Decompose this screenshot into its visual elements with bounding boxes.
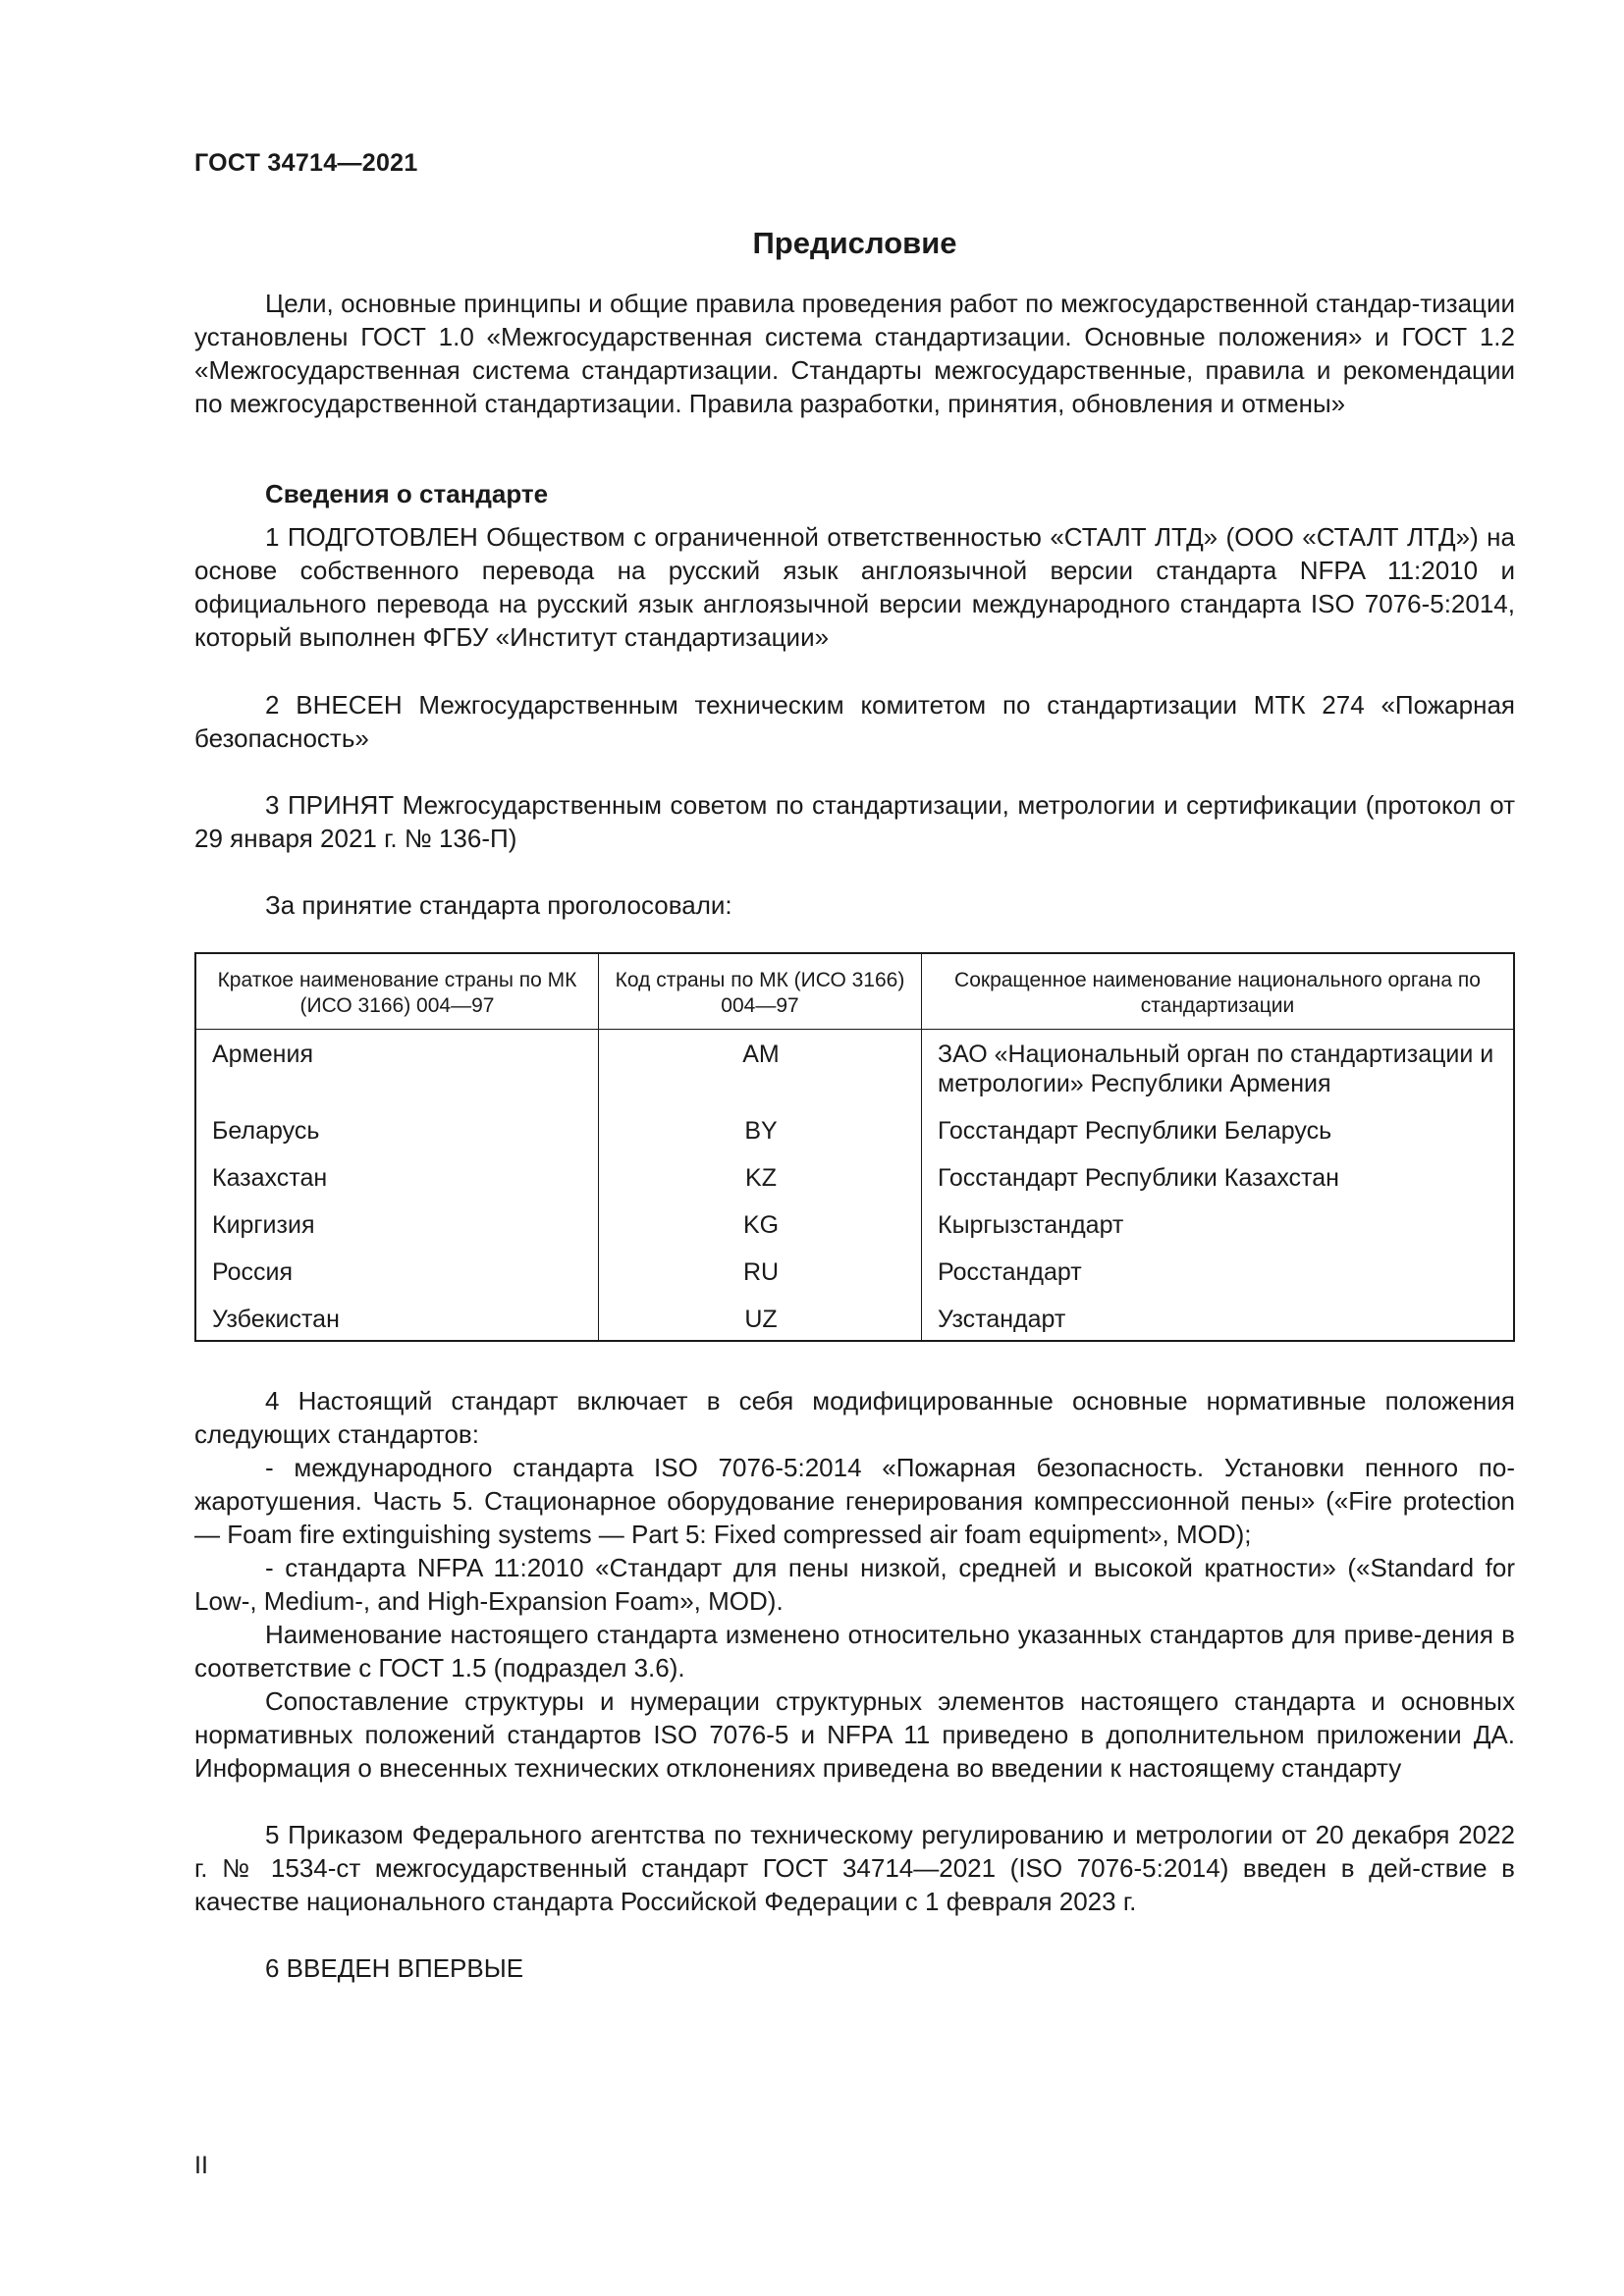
code-cell: AM: [599, 1030, 922, 1111]
votes-table: [194, 952, 1515, 1342]
code-cell: BY: [599, 1110, 922, 1157]
country-cell: Казахстан: [195, 1157, 599, 1204]
code-cell: RU: [599, 1252, 922, 1299]
item-4-bullet-1: - международного стандарта ISO 7076-5:2014 «Пожарная безопасность. Установки пенного по-жаротушения. Часть 5. Стационарное оборудование генерирования компрессионной пены» («Fire protection — Foam fire extinguishing systems — Part 5: Fixed compressed air foam equipment», MOD);: [194, 1453, 1515, 1549]
code-cell: KG: [599, 1204, 922, 1252]
item-2: 2 ВНЕСЕН Межгосударственным техническим комитетом по стандартизации МТК 274 «Пожарная безопасность»: [194, 690, 1515, 753]
header-body: Сокращенное наименование национального органа по стандартизации: [922, 953, 1515, 1030]
country-cell: Россия: [195, 1252, 599, 1299]
item-4-block: [194, 1384, 1515, 1785]
item-4-bullet-2: - стандарта NFPA 11:2010 «Стандарт для пены низкой, средней и высокой кратности» («Standard for Low-, Medium-, and High-Expansion Foam», MOD).: [194, 1553, 1515, 1616]
intro-section: [194, 287, 1515, 420]
table-header-row: [195, 953, 1514, 1030]
item-1-block: [194, 520, 1515, 654]
info-heading-block: [194, 477, 1515, 510]
item-2-block: [194, 688, 1515, 755]
country-cell: Беларусь: [195, 1110, 599, 1157]
country-cell: Узбекистан: [195, 1299, 599, 1341]
header-code: Код страны по МК (ИСО 3166) 004—97: [599, 953, 922, 1030]
item-4-note-1: Наименование настоящего стандарта изменено относительно указанных стандартов для приве-дения в соответствие с ГОСТ 1.5 (подраздел 3.6).: [194, 1620, 1515, 1682]
table-row: [195, 1299, 1514, 1341]
body-cell: Госстандарт Республики Казахстан: [922, 1157, 1515, 1204]
body-cell: ЗАО «Национальный орган по стандартизации и метрологии» Республики Армения: [922, 1030, 1515, 1111]
body-cell: Узстандарт: [922, 1299, 1515, 1341]
code-cell: KZ: [599, 1157, 922, 1204]
intro-paragraph: Цели, основные принципы и общие правила проведения работ по межгосударственной стандар-тизации установлены ГОСТ 1.0 «Межгосударственная система стандартизации. Основные положения» и ГОСТ 1.2 «Межгосударственная система стандартизации. Стандарты межгосударственные, правила и рекомендации по межгосударственной стандартизации. Правила разработки, принятия, обновления и отмены»: [194, 289, 1515, 418]
body-cell: Росстандарт: [922, 1252, 1515, 1299]
country-cell: Армения: [195, 1030, 599, 1111]
page-number: II: [194, 2152, 208, 2179]
country-cell: Киргизия: [195, 1204, 599, 1252]
item-5-block: [194, 1818, 1515, 1918]
vote-intro-block: [194, 888, 1515, 922]
item-5: 5 Приказом Федерального агентства по техническому регулированию и метрологии от 20 декабря 2022 г. № 1534-ст межгосударственный стандарт ГОСТ 34714—2021 (ISO 7076-5:2014) введен в дей-ствие в качестве национального стандарта Российской Федерации с 1 февраля 2023 г.: [194, 1820, 1515, 1916]
body-cell: Госстандарт Республики Беларусь: [922, 1110, 1515, 1157]
table-row: [195, 1030, 1514, 1111]
body-cell: Кыргызстандарт: [922, 1204, 1515, 1252]
table-row: [195, 1157, 1514, 1204]
table-row: [195, 1252, 1514, 1299]
item-6: 6 ВВЕДЕН ВПЕРВЫЕ: [265, 1953, 524, 1983]
table-row: [195, 1110, 1514, 1157]
table-row: [195, 1204, 1514, 1252]
item-1: 1 ПОДГОТОВЛЕН Обществом с ограниченной ответственностью «СТАЛТ ЛТД» (ООО «СТАЛТ ЛТД») на основе собственного перевода на русский язык англоязычной версии стандарта NFPA 11:2010 и официального перевода на русский язык англоязычной версии международного стандарта ISO 7076-5:2014, который выполнен ФГБУ «Институт стандартизации»: [194, 522, 1515, 652]
code-cell: UZ: [599, 1299, 922, 1341]
item-4-lead: 4 Настоящий стандарт включает в себя модифицированные основные нормативные положения следующих стандартов:: [194, 1386, 1515, 1449]
header-country: Краткое наименование страны по МК (ИСО 3166) 004—97: [195, 953, 599, 1030]
info-heading: Сведения о стандарте: [265, 479, 549, 508]
document-header: ГОСТ 34714—2021: [194, 149, 418, 177]
item-4-note-2: Сопоставление структуры и нумерации структурных элементов настоящего стандарта и основных нормативных положений стандартов ISO 7076-5 и NFPA 11 приведено в дополнительном приложении ДА. Информация о внесенных технических отклонениях приведена во введении к настоящему стандарту: [194, 1686, 1515, 1783]
page-title: Предисловие: [752, 226, 957, 260]
item-6-block: [194, 1951, 1515, 1985]
item-3: 3 ПРИНЯТ Межгосударственным советом по стандартизации, метрологии и сертификации (протокол от 29 января 2021 г. № 136-П): [194, 790, 1515, 853]
item-3-block: [194, 788, 1515, 855]
vote-intro: За принятие стандарта проголосовали:: [265, 890, 732, 920]
